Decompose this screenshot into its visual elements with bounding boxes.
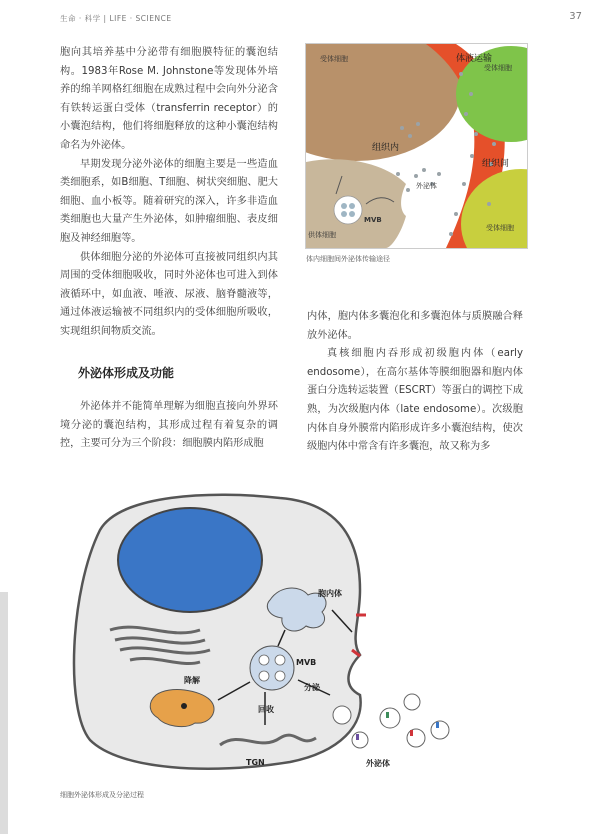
label-tgn: TGN [246, 758, 265, 767]
figure2-caption: 细胞外泌体形成及分泌过程 [60, 791, 144, 799]
label-recipient-top-right: 受体细胞 [484, 64, 512, 72]
figure1-caption: 体内细胞间外泌体传输途径 [306, 255, 390, 263]
paragraph: 早期发现分泌外泌体的细胞主要是一些造血类细胞系，如B细胞、T细胞、树状突细胞、肥大细胞、血小板等。随着研究的深入，许多非造血类细胞也大量产生外泌体，如肿瘤细胞、表皮细胞及神经细胞等。 [60, 158, 278, 244]
mvb-vesicle [334, 196, 362, 224]
running-header: 生命 · 科学 | LIFE · SCIENCE [60, 14, 172, 23]
exosome-transport-figure [305, 43, 528, 249]
label-degradation: 降解 [184, 676, 200, 685]
nucleus [118, 508, 262, 612]
paragraph: 胞向其培养基中分泌带有细胞膜特征的囊泡结构。1983年Rose M. Johnstone等发现体外培养的绵羊网格红细胞在成熟过程中会向外分泌含有铁转运蛋白受体（transferrin receptor）的小囊泡结构，他们将细胞释放的这种小囊泡结构命名为外泌体。 [60, 47, 278, 151]
label-donor-cell: 供体细胞 [308, 231, 336, 239]
lysosome-content [181, 703, 187, 709]
label-recipient-top-left: 受体细胞 [320, 55, 348, 63]
page-number: 37 [569, 11, 582, 22]
intraluminal-vesicle [275, 655, 285, 665]
intraluminal-vesicle [259, 655, 269, 665]
paragraph: 真核细胞内吞形成初级胞内体（early endosome），在高尔基体等膜细胞器和胞内体蛋白分选转运装置（ESCRT）等蛋白的调控下成熟，为次级胞内体（late endosome）。次级胞内体自身外膜常内陷形成许多小囊泡结构，使次级胞内体中常含有许多囊泡，故又称为多 [307, 348, 523, 453]
exosome-formation-figure [60, 490, 506, 775]
inner-vesicle [341, 203, 347, 209]
label-recycle: 回收 [258, 705, 274, 714]
left-column-body [60, 44, 278, 342]
transport-diagram [306, 44, 527, 248]
label-endosome: 胞内体 [318, 589, 342, 598]
side-bar-decoration [0, 592, 8, 834]
label-intra-tissue: 组织内 [372, 143, 400, 153]
left-column-continued [60, 398, 278, 454]
label-fluid-transport: 体液运输 [456, 54, 493, 64]
inner-vesicle [349, 203, 355, 209]
label-exosome: 外泌体 [416, 182, 437, 190]
right-column-body [307, 308, 523, 457]
inner-vesicle [341, 211, 347, 217]
label-inter-tissue: 组织间 [482, 159, 510, 169]
intraluminal-vesicle [275, 671, 285, 681]
label-mvb: MVB [296, 658, 317, 667]
paragraph: 外泌体并不能简单理解为细胞直接向外界环境分泌的囊泡结构，其形成过程有着复杂的调控，主要可分为三个阶段：细胞膜内陷形成胞 [60, 401, 278, 450]
inner-vesicle [349, 211, 355, 217]
paragraph: 内体，胞内体多囊泡化和多囊泡体与质膜融合释放外泌体。 [307, 311, 523, 341]
section-heading: 外泌体形成及功能 [78, 366, 175, 380]
label-exosome: 外泌体 [366, 759, 390, 768]
formation-diagram [60, 490, 506, 775]
paragraph: 供体细胞分泌的外泌体可直接被同组织内其周围的受体细胞吸收，同时外泌体也可进入到体液循环中，如血液、唾液、尿液、脑脊髓液等，通过体液运输被不同组织内的受体细胞所吸收，实现组织间物质交流。 [60, 251, 278, 337]
label-secretion: 分泌 [304, 683, 320, 692]
mvb [250, 646, 294, 690]
intraluminal-vesicle [259, 671, 269, 681]
label-mvb: MVB [364, 216, 382, 224]
label-recipient-bottom-right: 受体细胞 [486, 224, 514, 232]
